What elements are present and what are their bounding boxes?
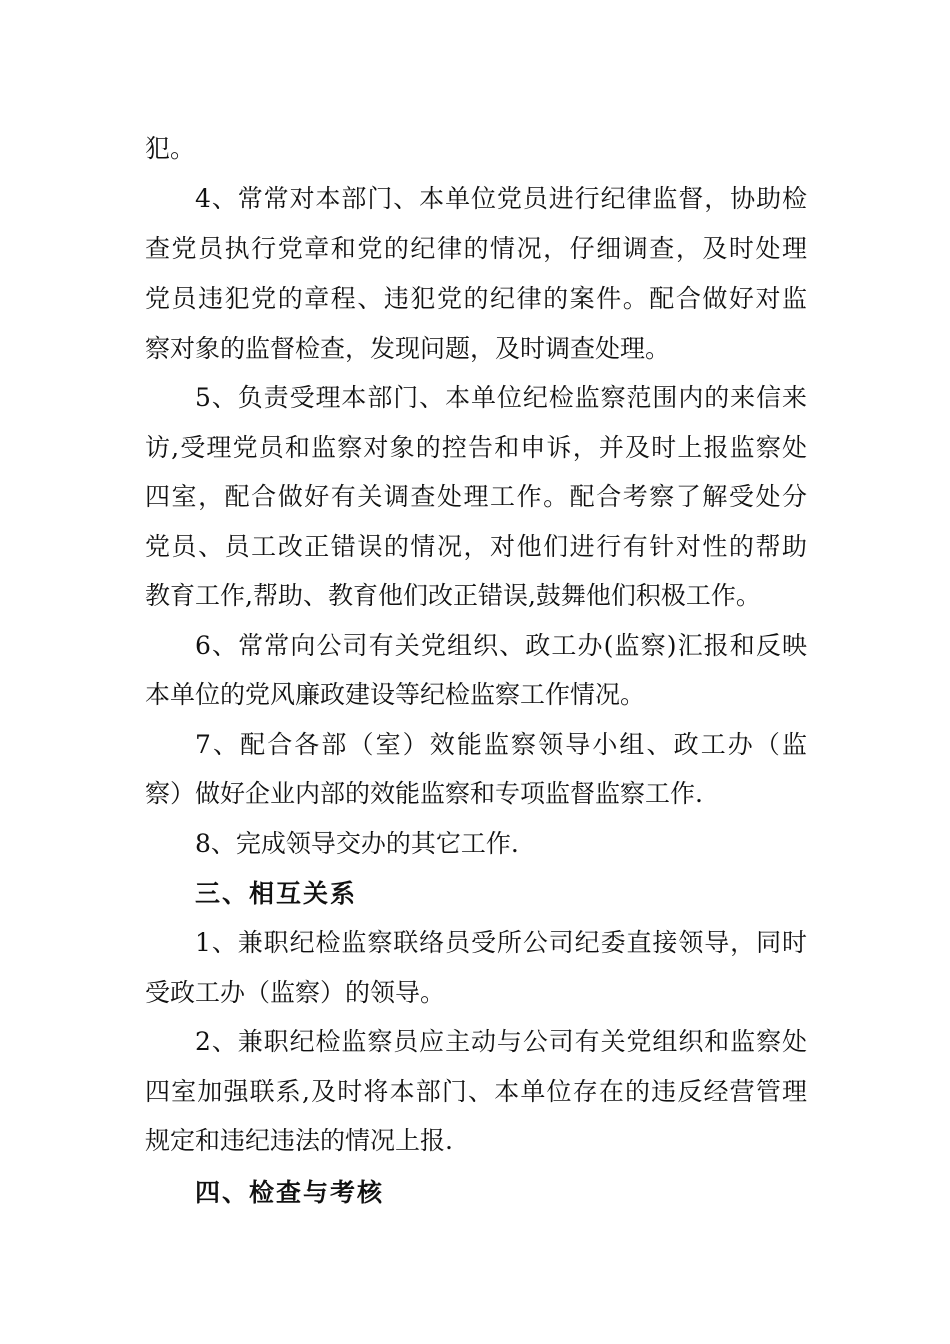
text-line: 2、兼职纪检监察员应主动与公司有关党组织和监察处 [195, 1027, 807, 1056]
text-line: 四室加强联系,及时将本部门、本单位存在的违反经营管理 [145, 1077, 807, 1106]
text-line: 4、常常对本部门、本单位党员进行纪律监督，协助检 [195, 184, 807, 213]
text-line: 查党员执行党章和党的纪律的情况，仔细调查，及时处理 [145, 234, 807, 263]
text-line: 党员违犯党的章程、违犯党的纪律的案件。配合做好对监 [145, 284, 807, 313]
text-line: 四室，配合做好有关调查处理工作。配合考察了解受处分 [145, 482, 807, 511]
text-line: 规定和违纪违法的情况上报. [145, 1126, 453, 1155]
section-heading: 四、检查与考核 [195, 1178, 385, 1207]
text-line: 察对象的监督检查，发现问题，及时调查处理。 [145, 334, 671, 363]
text-line: 察）做好企业内部的效能监察和专项监督监察工作. [145, 779, 703, 808]
text-line: 访,受理党员和监察对象的控告和申诉，并及时上报监察处 [145, 433, 807, 462]
text-line: 6、常常向公司有关党组织、政工办(监察)汇报和反映 [195, 631, 807, 660]
text-line: 7、配合各部（室）效能监察领导小组、政工办（监 [195, 730, 807, 759]
text-line: 教育工作,帮助、教育他们改正错误,鼓舞他们积极工作。 [145, 581, 761, 610]
text-line: 1、兼职纪检监察联络员受所公司纪委直接领导，同时 [195, 928, 807, 957]
text-line: 党员、员工改正错误的情况，对他们进行有针对性的帮助 [145, 532, 807, 561]
text-line: 受政工办（监察）的领导。 [145, 978, 446, 1007]
text-line: 犯。 [145, 134, 196, 163]
section-heading: 三、相互关系 [195, 879, 358, 908]
text-line: 8、完成领导交办的其它工作. [195, 829, 519, 858]
text-line: 本单位的党风廉政建设等纪检监察工作情况。 [145, 680, 646, 709]
text-line: 5、负责受理本部门、本单位纪检监察范围内的来信来 [195, 383, 807, 412]
